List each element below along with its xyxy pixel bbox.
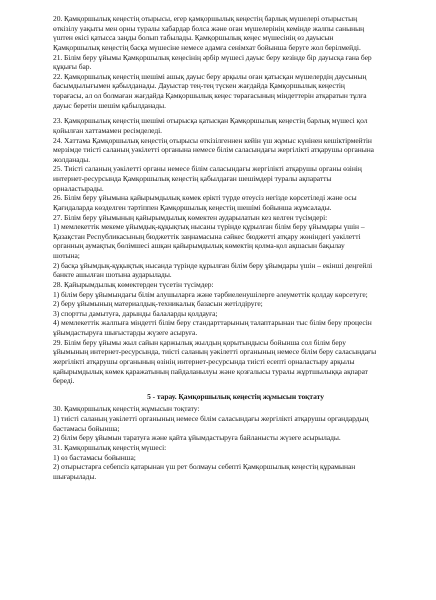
text-line: жергілікті атқарушы органының өзінің интернет-ресурсында тиісті есепті орналастыру арқылы	[53, 356, 355, 366]
text-line: 22. Қамқоршылық кеңестің шешімі ашық дауыс беру арқылы оған қатысқан мүшелердің даусының	[53, 71, 367, 81]
text-line: 26. Білім беру ұйымына қайырымдылық көмек ерікті түрде өтеусіз негізде көрсетіледі және осы	[53, 193, 357, 203]
text-line: ұйымының интернет-ресурсында, тиісті саланың уәкілетті органының немесе білім беру саласындағы	[53, 347, 377, 357]
text-line: 3) спортты дамытуға, дарынды балаларды қолдауға;	[53, 308, 218, 318]
text-line: береді.	[53, 376, 75, 386]
text-line: басымдылығымен қабылданады. Дауыстар тең-тең түскен жағдайда Қамқоршылық кеңестің	[53, 81, 345, 91]
text-line: дауыс беретін шешім қабылданады.	[53, 100, 166, 110]
text-line: интернет-ресурсында Қамқоршылық кеңестің қабылдаған шешімдері туралы ақпаратты	[53, 174, 332, 183]
text-line: 1) білім беру ұйымындағы білім алушыларға және тәрбиеленушілерге әлеуметтік қолдау көрсетуге;	[53, 289, 368, 299]
text-line: Қазақстан Республикасының бюджеттік заңнамасына сәйкес бюджетті атқару жөніндегі уәкілетті	[53, 231, 361, 241]
text-line: жолданады.	[53, 154, 91, 164]
text-line: бастамасы бойынша;	[53, 423, 120, 433]
text-line: 1) өз бастамасы бойынша;	[53, 452, 136, 462]
paragraphs-block-1	[53, 14, 418, 110]
text-line: 2) отырыстарға себепсіз қатарынан үш рет болмауы себепті Қамқоршылық кеңестің құрамынан	[53, 462, 356, 472]
text-line: 31. Қамқоршылық кеңестің мүшесі:	[53, 442, 167, 452]
text-line: банкте ашылған шотына аударылады.	[53, 270, 172, 280]
section-heading: 5 - тарау. Қамқоршылық кеңестің жұмысын тоқтату	[147, 391, 324, 401]
text-line: 29. Білім беру ұйымы жыл сайын қаржылық жылдың қорытындысы бойынша сол білім беру	[53, 337, 346, 347]
text-line: құқығы бар.	[53, 62, 92, 72]
text-line: органның аумақтық бөлімшесі ашқан қайырымдылық көмектің қолма-қол ақшасын бақылау	[53, 241, 345, 251]
text-line: 1) мемлекеттік мекеме ұйымдық-құқықтық нысаны түрінде құрылған білім беру ұйымдары үшін –	[53, 222, 365, 232]
text-line: 23. Қамқоршылық кеңестің шешімі отырысқа қатысқан Қамқоршылық кеңестің барлық мүшесі қол	[53, 116, 368, 126]
text-line: 2) басқа ұйымдық-құқықтық нысанда түрінде құрылған білім беру ұйымдары үшін – екінші деңгейлі	[53, 260, 373, 270]
text-line: Қамқоршылық кеңестің басқа мүшесіне немесе адамға сенімхат бойынша беруге жол берілмейді.	[53, 42, 361, 52]
text-line: 1) тиісті саланың уәкілетті органының немесе білім саласындағы жергілікті атқарушы органдардың	[53, 414, 369, 423]
text-line: 30. Қамқоршылық кеңестің жұмысын тоқтату:	[53, 404, 200, 414]
text-line: 2) білім беру ұйымын таратуға және қайта ұйымдастыруға байланысты жүзеге асырылады.	[53, 433, 341, 443]
text-line: мерзімде тиісті саланың уәкілетті органына немесе білім саласындағы жергілікті атқарушы органына	[53, 145, 374, 155]
text-line: Қағидаларда көзделген тәртіппен Қамқоршылық кеңестің шешімі бойынша жұмсалады.	[53, 202, 332, 212]
text-line: орналастырады.	[53, 183, 104, 193]
text-line: ұйымдастыруға шығыстарды жүзеге асыруға.	[53, 328, 198, 337]
text-line: шығарылады.	[53, 471, 97, 481]
text-line: өткізілу уақыты мен орны туралы хабардар болса және оған мүшелерінің кемінде жалпы санының	[53, 23, 365, 33]
text-line: қойылған хаттамамен ресімделеді.	[53, 125, 162, 135]
text-line: 27. Білім беру ұйымының қайырымдылық көмектен аударылатын кез келген түсімдері:	[53, 212, 328, 222]
text-line: үштен екісі қатысса заңды болып табылады. Қамқоршылық кеңес мүшесінің өз дауысын	[53, 33, 334, 43]
paragraphs-block-3	[53, 404, 418, 481]
text-line: қайырымдылық көмек қаражатының пайдаланылуы және қозғалысы туралы жұртшылыққа ақпарат	[53, 366, 368, 376]
text-line: 28. Қайырымдылық көмектерден түсетін түсімдер:	[53, 279, 214, 289]
text-line: 4) мемлекеттік жалпыға міндетті білім беру стандарттарының талаптарынан тыс білім беру процесін	[53, 318, 372, 328]
text-line: 21. Білім беру ұйымы Қамқоршылық кеңесінің әрбір мүшесі дауыс беру кезінде бір дауысқа ғана бер	[53, 52, 372, 62]
text-line: 2) беру ұйымының материалдық-техникалық базасын жетілдіруге;	[53, 299, 263, 309]
text-line: 25. Тиісті саланың уәкілетті органы немесе білім саласындағы жергілікті атқарушы органы өзінің	[53, 164, 362, 174]
text-line: шотына;	[53, 251, 80, 260]
text-line: 20. Қамқоршылық кеңестің отырысы, егер қамқоршылық кеңестің барлық мүшелері отырыстың	[53, 14, 358, 23]
text-line: 24. Хаттама Қамқоршылық кеңестің отырысы өткізілгеннен кейін үш жұмыс күнінен кешіктірмейтін	[53, 135, 372, 145]
text-line: төрағасы, ал ол болмаған жағдайда Қамқоршылық кеңес төрағасының міндеттерін атқаратын тұлға	[53, 91, 367, 100]
paragraphs-block-2	[53, 116, 418, 386]
